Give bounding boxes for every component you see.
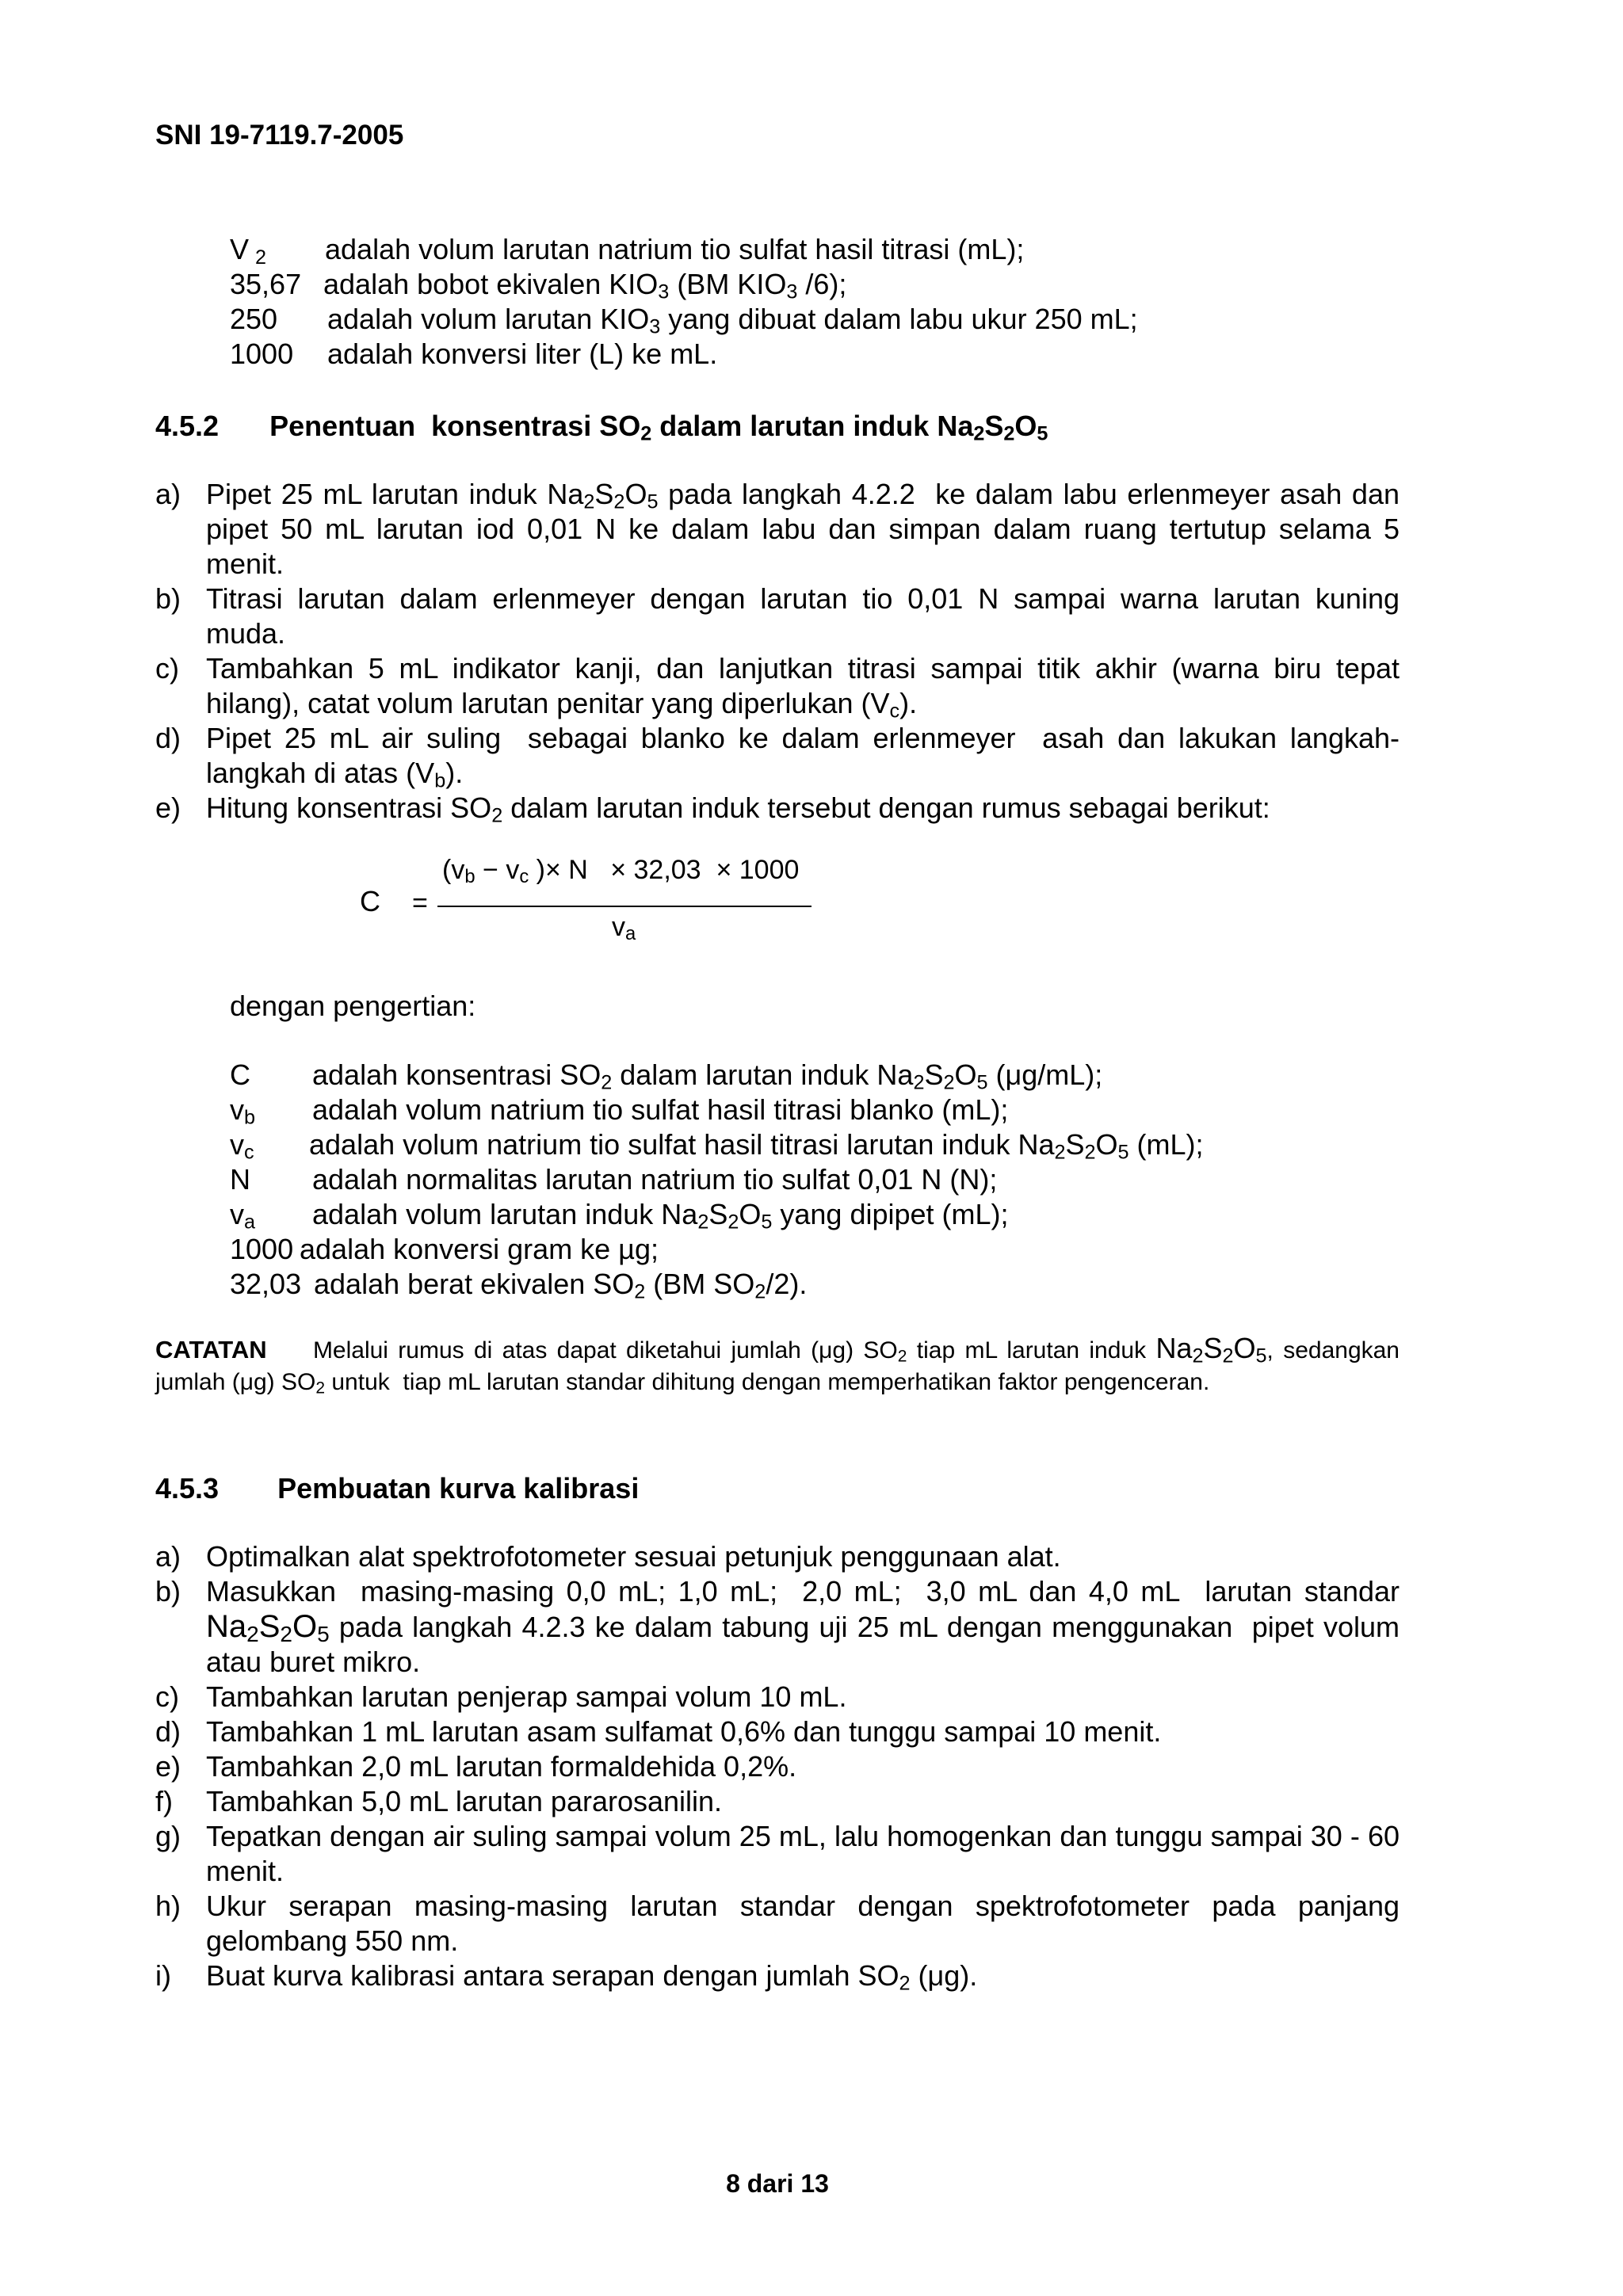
definition-key: $v_a$ xyxy=(230,1198,256,1234)
list-item: h) Ukur serapan masing-masing larutan standar dengan spektrofotometer pada panjang gelombang 550 nm. xyxy=(155,1890,1400,1957)
definitions-intro: dengan pengertian: xyxy=(230,990,476,1022)
list-item: b) Masukkan masing-masing 0,0 mL; 1,0 mL; 2,0 mL; 3,0 mL dan 4,0 mL larutan standar $Na_2S_2O_5$ pada langkah 4.2.3 ke dalam tabung uji 25 mL dengan menggunakan pipet volum atau buret mikro. xyxy=(155,1575,1400,1678)
list-item: a) Pipet 25 mL larutan induk $Na_2S_2O_5$ pada langkah 4.2.2 ke dalam labu erlenmeyer asah dan pipet 50 mL larutan iod 0,01 N ke dalam labu dan simpan dalam ruang tertutup selama 5 menit. xyxy=(155,478,1400,580)
list-item: g) Tepatkan dengan air suling sampai volum 25 mL, lalu homogenkan dan tunggu sampai 30 - 60 menit. xyxy=(155,1820,1400,1887)
definition-text: adalah konversi liter (L) ke mL. xyxy=(327,338,718,370)
definition-text: adalah normalitas larutan natrium tio sulfat 0,01 N (N); xyxy=(312,1163,998,1196)
list-item: d) Tambahkan 1 mL larutan asam sulfamat 0,6% dan tunggu sampai 10 menit. xyxy=(155,1715,1162,1748)
note-text: Melalui rumus di atas dapat diketahui jumlah (μg) $SO_2$ tiap mL larutan induk $Na_2S_2O_5$, sedangkan jumlah (μg) $SO_2$ untuk tiap mL larutan standar dihitung dengan memperhatikan faktor pengenceran. xyxy=(155,1332,1400,1398)
definition-key: 32,03 xyxy=(230,1268,302,1300)
definition-row xyxy=(230,1162,998,1197)
formula-lhs: C xyxy=(360,885,380,917)
steps-list-4-5-3 xyxy=(155,1539,1400,1993)
formula-numerator: ($v_b - v_c$ )× N × 32,03 × 1000 xyxy=(442,855,800,888)
list-item: b) Titrasi larutan dalam erlenmeyer dengan larutan tio 0,01 N sampai warna larutan kuning muda. xyxy=(155,582,1400,650)
definition-row xyxy=(230,232,1025,269)
definition-key: 250 xyxy=(230,303,278,335)
list-item: i) Buat kurva kalibrasi antara serapan dengan jumlah $SO_2$ (μg). xyxy=(155,1959,978,1995)
list-item: f) Tambahkan 5,0 mL larutan pararosanilin. xyxy=(155,1785,723,1817)
definition-row xyxy=(230,1058,1103,1094)
definition-text: adalah berat ekivalen $SO_2$ (BM $SO_2/2$). xyxy=(314,1268,808,1303)
definition-key: C xyxy=(230,1058,250,1091)
definition-key: $v_c$ xyxy=(230,1128,254,1164)
definition-row xyxy=(230,1127,1204,1164)
document-header: SNI 19-7119.7-2005 xyxy=(155,120,404,151)
fraction-bar xyxy=(437,906,812,907)
definition-key: $v_b$ xyxy=(230,1093,256,1129)
definition-text: adalah konversi gram ke µg; xyxy=(300,1233,659,1265)
definition-key: V $_2$ xyxy=(230,233,267,269)
section-heading-4-5-2 xyxy=(155,409,1048,444)
list-item: c) Tambahkan 5 mL indikator kanji, dan lanjutkan titrasi sampai titik akhir (warna biru tepat hilang), catat volum larutan penitar yang diperlukan $(V_c)$. xyxy=(155,652,1400,723)
definition-key: 1000 xyxy=(230,1233,294,1265)
definition-row xyxy=(230,337,718,372)
definition-key: N xyxy=(230,1163,250,1196)
steps-list-4-5-2 xyxy=(155,477,1400,826)
definition-row xyxy=(230,1267,808,1303)
definition-row xyxy=(230,267,847,303)
list-item: e) Tambahkan 2,0 mL larutan formaldehida 0,2%. xyxy=(155,1750,797,1783)
definition-text: adalah konsentrasi $SO_2$ dalam larutan induk $Na_2S_2O_5$ (μg/mL); xyxy=(312,1058,1103,1094)
list-item: e) Hitung konsentrasi $SO_2$ dalam larutan induk tersebut dengan rumus sebagai berikut: xyxy=(155,791,1270,827)
formula-equals: = xyxy=(412,888,428,918)
formula-denominator: $v_a$ xyxy=(612,912,636,945)
definition-text: adalah volum natrium tio sulfat hasil titrasi blanko (mL); xyxy=(312,1093,1009,1126)
list-item: c) Tambahkan larutan penjerap sampai volum 10 mL. xyxy=(155,1680,847,1713)
definition-row xyxy=(230,1197,1009,1234)
list-item: a) Optimalkan alat spektrofotometer sesuai petunjuk penggunaan alat. xyxy=(155,1540,1061,1573)
definition-text: adalah volum larutan natrium tio sulfat hasil titrasi (mL); xyxy=(325,233,1025,265)
section-heading-4-5-3 xyxy=(155,1471,639,1506)
note-label: CATATAN xyxy=(155,1336,267,1363)
definition-text: adalah volum natrium tio sulfat hasil titrasi larutan induk $Na_2S_2O_5$ (mL); xyxy=(309,1128,1204,1164)
section-title: Penentuan konsentrasi $SO_2$ dalam larutan induk $Na_2S_2O_5$ xyxy=(269,410,1048,445)
section-number: 4.5.3 xyxy=(155,1472,220,1505)
definition-row xyxy=(230,302,1138,338)
definition-text: adalah volum larutan induk $Na_2S_2O_5$ yang dipipet (mL); xyxy=(312,1198,1009,1234)
section-title: Pembuatan kurva kalibrasi xyxy=(277,1472,640,1505)
definition-text: adalah bobot ekivalen $KIO_3$ (BM $KIO_3$ /6); xyxy=(323,268,847,303)
section-number: 4.5.2 xyxy=(155,410,220,442)
definition-text: adalah volum larutan $KIO_3$ yang dibuat dalam labu ukur 250 mL; xyxy=(327,303,1138,338)
definition-row xyxy=(230,1232,659,1267)
page-number: 8 dari 13 xyxy=(726,2169,829,2198)
definition-key: 35,67 xyxy=(230,268,302,300)
definition-row xyxy=(230,1093,1009,1129)
definition-key: 1000 xyxy=(230,338,294,370)
concentration-formula xyxy=(349,855,840,963)
note-paragraph xyxy=(155,1333,1400,1398)
list-item: d) Pipet 25 mL air suling sebagai blanko ke dalam erlenmeyer asah dan lakukan langkah-langkah di atas $(V_b)$. xyxy=(155,722,1400,792)
